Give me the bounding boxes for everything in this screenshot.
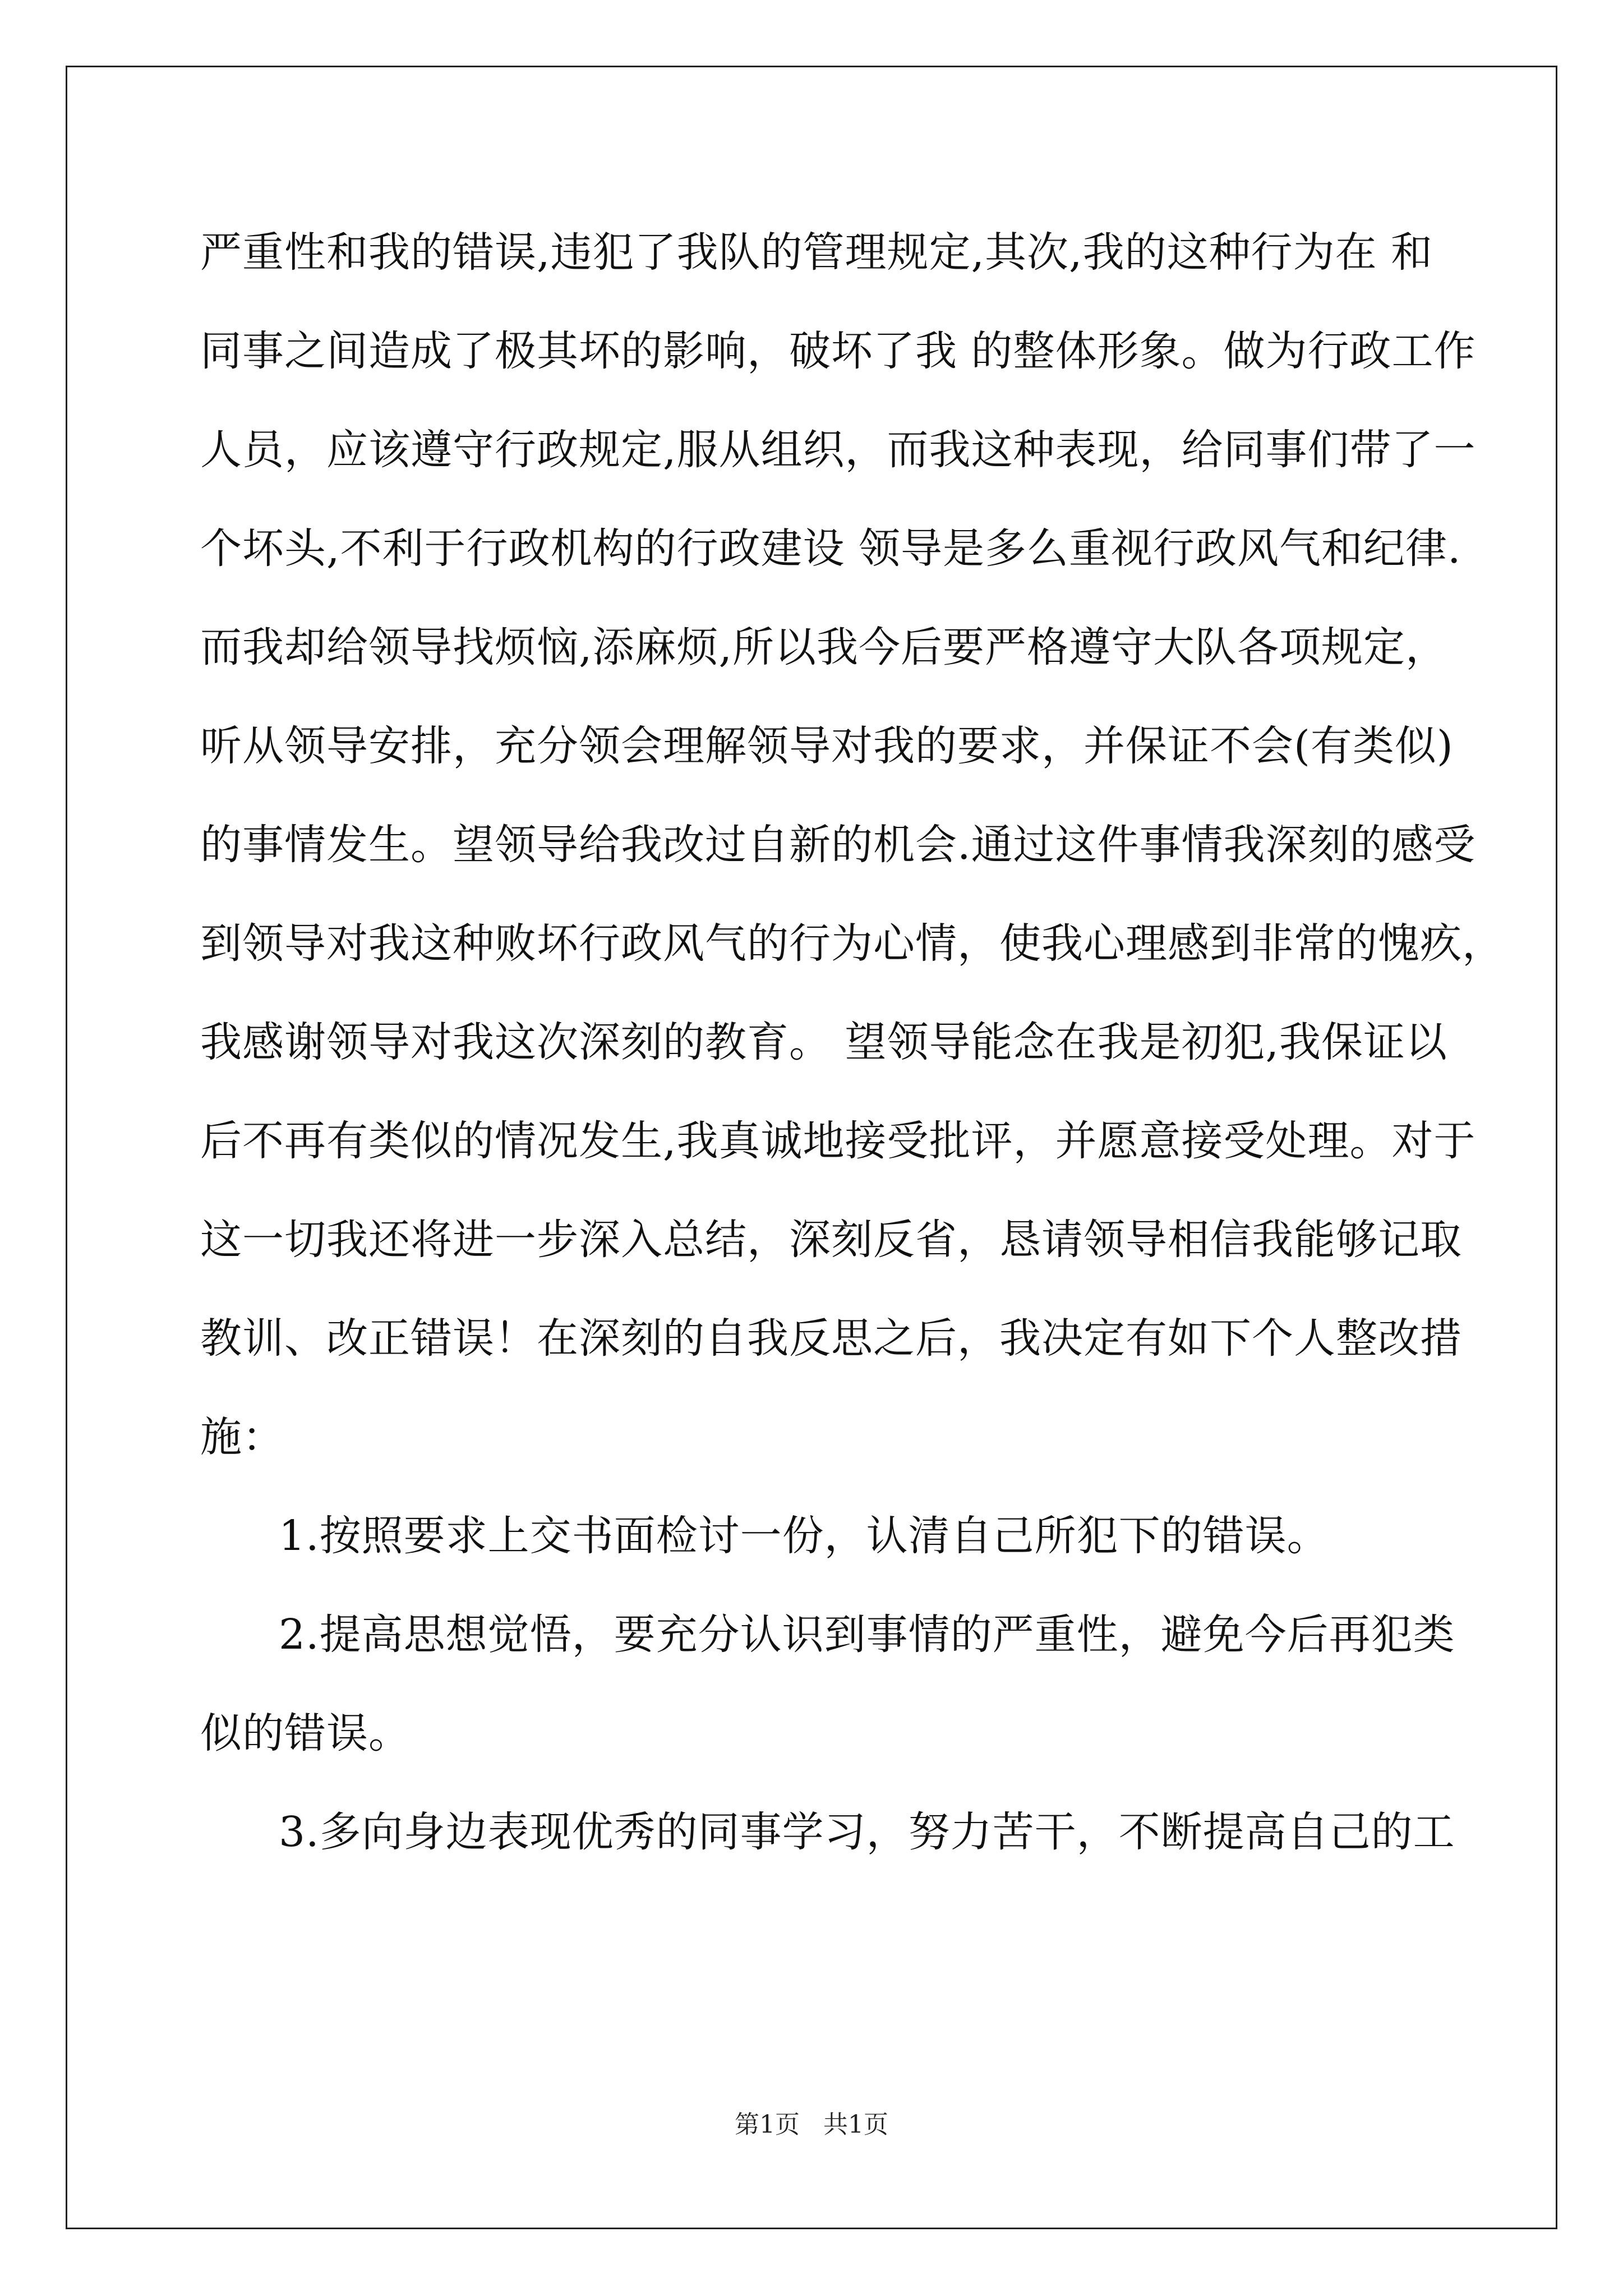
text-line: 这一切我还将进一步深入总结，深刻反省，恳请领导相信我能够记取: [200, 1216, 1462, 1264]
text-line: 个坏头,不利于行政机构的行政建设 领导是多么重视行政风气和纪律.: [200, 524, 1461, 573]
text-line: 严重性和我的错误,违犯了我队的管理规定,其次,我的这种行为在 和: [200, 228, 1433, 277]
list-item-2: 2.提高思想觉悟，要充分认识到事情的严重性，避免今后再犯类: [279, 1611, 1455, 1659]
text-line: 同事之间造成了极其坏的影响，破坏了我 的整体形象。做为行政工作: [200, 327, 1476, 375]
text-line: 似的错误。: [200, 1709, 411, 1757]
text-line: 听从领导安排，充分领会理解领导对我的要求，并保证不会(有类似): [200, 722, 1454, 770]
text-line: 后不再有类似的情况发生,我真诚地接受批评，并愿意接受处理。对于: [200, 1117, 1476, 1165]
page-footer: 第1页 共1页: [735, 2110, 888, 2139]
text-line: 而我却给领导找烦恼,添麻烦,所以我今后要严格遵守大队各项规定，: [200, 623, 1448, 671]
list-item-1: 1.按照要求上交书面检讨一份，认清自己所犯下的错误。: [279, 1512, 1329, 1560]
text-line: 到领导对我这种败坏行政风气的行为心情，使我心理感到非常的愧疚，: [200, 919, 1504, 968]
text-line: 施：: [200, 1413, 284, 1461]
list-item-3: 3.多向身边表现优秀的同事学习，努力苦干，不断提高自己的工: [279, 1808, 1455, 1856]
text-line: 人员，应该遵守行政规定,服从组织，而我这种表现，给同事们带了一: [200, 426, 1476, 474]
text-line: 的事情发生。望领导给我改过自新的机会.通过这件事情我深刻的感受: [200, 821, 1476, 869]
text-line: 我感谢领导对我这次深刻的教育。 望领导能念在我是初犯,我保证以: [200, 1018, 1448, 1066]
text-line: 教训、改正错误！在深刻的自我反思之后，我决定有如下个人整改措: [200, 1314, 1462, 1363]
